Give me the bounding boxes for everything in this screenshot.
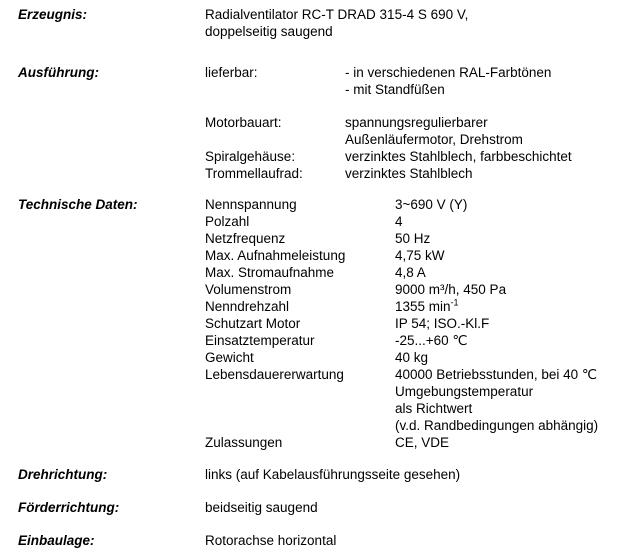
tech-param-name: Volumenstrom bbox=[205, 282, 292, 297]
spec-value bbox=[345, 165, 624, 182]
table-row bbox=[205, 196, 624, 213]
erzeugnis-value bbox=[205, 6, 624, 40]
lieferbar-item: - mit Standfüßen bbox=[345, 82, 445, 97]
tech-param-value bbox=[395, 213, 624, 230]
spec-row bbox=[205, 148, 624, 165]
table-row bbox=[205, 315, 624, 332]
tech-param-name: Schutzart Motor bbox=[205, 316, 301, 331]
drehrichtung-value: links (auf Kabelausführungsseite gesehen) bbox=[205, 467, 461, 482]
table-row bbox=[205, 247, 624, 264]
superscript: -1 bbox=[450, 297, 459, 308]
tech-value-line: 40000 Betriebsstunden, bei 40 ℃ bbox=[395, 367, 598, 382]
spec-value-line: verzinktes Stahlblech, farbbeschichtet bbox=[345, 149, 572, 164]
section-label-drehrichtung: Drehrichtung: bbox=[18, 467, 108, 482]
table-row bbox=[205, 213, 624, 230]
tech-param-value bbox=[395, 315, 624, 332]
foerderrichtung-value: beidseitig saugend bbox=[205, 500, 318, 515]
tech-value-text: CE, VDE bbox=[395, 435, 450, 450]
tech-value-line bbox=[395, 349, 624, 366]
tech-param-value bbox=[395, 281, 624, 298]
section-erzeugnis bbox=[18, 6, 624, 40]
tech-value-text: 3~690 V (Y) bbox=[395, 197, 468, 212]
tech-param-name: Max. Stromaufnahme bbox=[205, 265, 335, 280]
tech-param-name: Gewicht bbox=[205, 350, 254, 365]
tech-value-line bbox=[395, 281, 624, 298]
tech-value-line bbox=[395, 298, 624, 315]
tech-param-value bbox=[395, 332, 624, 349]
spec-value bbox=[345, 114, 624, 148]
tech-value-line bbox=[395, 213, 624, 230]
spec-name: Spiralgehäuse: bbox=[205, 149, 296, 164]
tech-value-text: 9000 m³/h, 450 Pa bbox=[395, 282, 507, 297]
section-technische-daten bbox=[18, 196, 624, 451]
tech-value-text: 50 Hz bbox=[395, 231, 431, 246]
ausfuehrung-specs bbox=[205, 114, 624, 182]
section-label-erzeugnis: Erzeugnis: bbox=[18, 7, 88, 22]
tech-param-name: Lebensdauererwartung bbox=[205, 367, 344, 382]
tech-param-value bbox=[395, 264, 624, 281]
spec-row bbox=[205, 114, 624, 148]
tech-param-value bbox=[395, 196, 624, 213]
tech-param-value bbox=[395, 230, 624, 247]
tech-value-text: 4,75 kW bbox=[395, 248, 445, 263]
table-row bbox=[205, 298, 624, 315]
tech-value-line: Umgebungstemperatur bbox=[395, 384, 534, 399]
tech-param-name: Nennspannung bbox=[205, 197, 297, 212]
tech-value-line bbox=[395, 315, 624, 332]
section-einbaulage bbox=[18, 532, 624, 549]
table-row bbox=[205, 264, 624, 281]
table-row bbox=[205, 349, 624, 366]
tech-value-text: -25...+60 ℃ bbox=[395, 333, 468, 348]
spec-value bbox=[345, 148, 624, 165]
table-row bbox=[205, 230, 624, 247]
product-name-line: doppelseitig saugend bbox=[205, 24, 333, 39]
tech-param-name: Max. Aufnahmeleistung bbox=[205, 248, 346, 263]
tech-value-text: 4 bbox=[395, 214, 403, 229]
tech-value-line: als Richtwert bbox=[395, 401, 473, 416]
spec-value-line: spannungsregulierbarer bbox=[345, 115, 488, 130]
tech-value-line bbox=[395, 332, 624, 349]
section-foerderrichtung bbox=[18, 499, 624, 516]
tech-value-line bbox=[395, 230, 624, 247]
tech-value-line bbox=[395, 434, 624, 451]
tech-param-value bbox=[395, 434, 624, 451]
tech-param-name: Zulassungen bbox=[205, 435, 283, 450]
technische-daten-table bbox=[205, 196, 624, 451]
tech-value-line bbox=[395, 196, 624, 213]
section-label-ausfuehrung: Ausführung: bbox=[18, 65, 99, 80]
lieferbar-row bbox=[205, 64, 624, 98]
lieferbar-item: - in verschiedenen RAL-Farbtönen bbox=[345, 65, 552, 80]
spec-row bbox=[205, 165, 624, 182]
tech-value-line: (v.d. Randbedingungen abhängig) bbox=[395, 418, 599, 433]
spec-name: Trommellaufrad: bbox=[205, 166, 303, 181]
table-row bbox=[205, 332, 624, 349]
product-name-line: Radialventilator RC-T DRAD 315-4 S 690 V, bbox=[205, 7, 469, 22]
tech-param-name: Nenndrehzahl bbox=[205, 299, 290, 314]
tech-value-text: 4,8 A bbox=[395, 265, 426, 280]
section-ausfuehrung bbox=[18, 64, 624, 98]
tech-value-text: 40 kg bbox=[395, 350, 429, 365]
tech-value-text: IP 54; ISO.-Kl.F bbox=[395, 316, 490, 331]
section-label-einbaulage: Einbaulage: bbox=[18, 533, 95, 548]
section-ausfuehrung-specs bbox=[18, 114, 624, 182]
lieferbar-label: lieferbar: bbox=[205, 65, 258, 80]
table-row bbox=[205, 434, 624, 451]
lieferbar-items bbox=[345, 64, 624, 98]
ausfuehrung-content bbox=[205, 64, 624, 98]
tech-param-name: Netzfrequenz bbox=[205, 231, 286, 246]
section-drehrichtung bbox=[18, 466, 624, 483]
section-label-foerderrichtung: Förderrichtung: bbox=[18, 500, 120, 515]
tech-param-name: Polzahl bbox=[205, 214, 250, 229]
tech-param-value bbox=[395, 366, 624, 434]
tech-value-line bbox=[395, 247, 624, 264]
tech-value-line bbox=[395, 264, 624, 281]
table-row bbox=[205, 281, 624, 298]
section-label-technische-daten: Technische Daten: bbox=[18, 197, 138, 212]
table-row bbox=[205, 366, 624, 434]
spec-name: Motorbauart: bbox=[205, 115, 282, 130]
tech-param-value bbox=[395, 247, 624, 264]
tech-param-value bbox=[395, 349, 624, 366]
tech-param-name: Einsatztemperatur bbox=[205, 333, 315, 348]
tech-param-value bbox=[395, 298, 624, 315]
tech-value-text: 1355 min bbox=[395, 299, 451, 314]
einbaulage-value: Rotorachse horizontal bbox=[205, 533, 337, 548]
spec-value-line: Außenläufermotor, Drehstrom bbox=[345, 132, 523, 147]
spec-value-line: verzinktes Stahlblech bbox=[345, 166, 473, 181]
